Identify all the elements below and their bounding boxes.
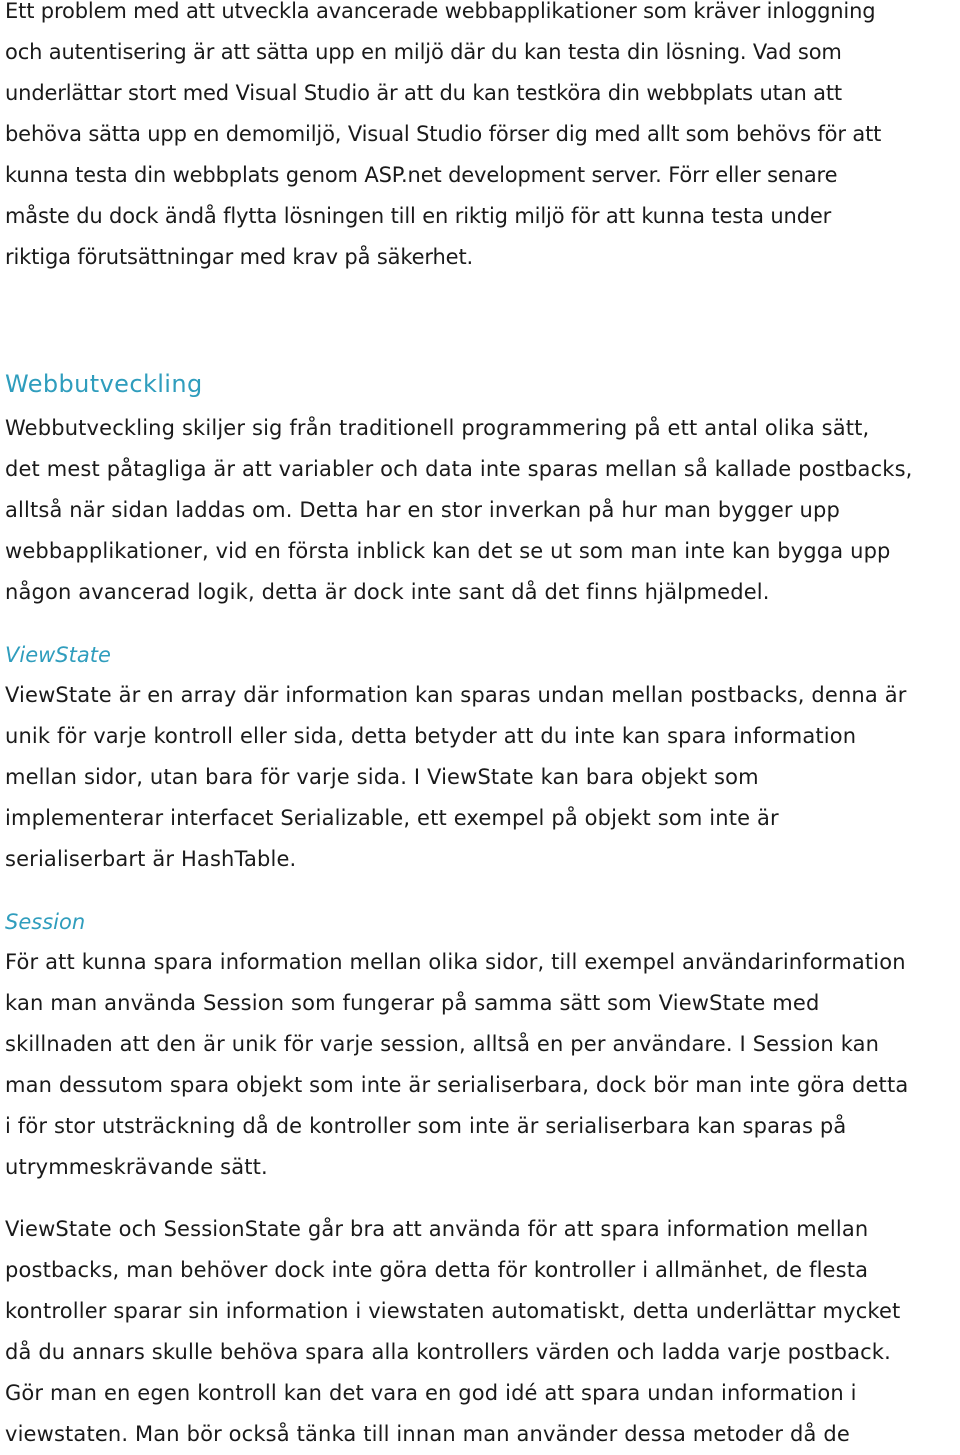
- heading-session: Session: [5, 910, 86, 934]
- paragraph-session: För att kunna spara information mellan olika sidor, till exempel användarinformation kan man använda Session som fungerar på samma sätt som ViewState med skillnaden att den är unik för varje session, alltså en per användare. I Session kan man dessutom spara objekt som inte är serialiserbara, dock bör man inte göra detta i för stor utsträckning då de kontroller som inte är serialiserbara kan sparas på utrymmeskrävande sätt.: [5, 950, 909, 1179]
- intro-paragraph: Ett problem med att utveckla avancerade webbapplikationer som kräver inloggning och autentisering är att sätta upp en miljö där du kan testa din lösning. Vad som underlättar stort med Visual Studio är att du kan testköra din webbplats utan att behöva sätta upp en demomiljö, Visual Studio förser dig med allt som behövs för att kunna testa din webbplats genom ASP.net development server. Förr eller senare måste du dock ändå flytta lösningen till en riktig miljö för att kunna testa under riktiga förutsättningar med krav på säkerhet.: [5, 0, 882, 269]
- paragraph-webbutveckling: Webbutveckling skiljer sig från traditionell programmering på ett antal olika sätt, det mest påtagliga är att variabler och data inte sparas mellan så kallade postbacks, alltså när sidan laddas om. Detta har en stor inverkan på hur man bygger upp webbapplikationer, vid en första inblick kan det se ut som man inte kan bygga upp någon avancerad logik, detta är dock inte sant då det finns hjälpmedel.: [5, 416, 913, 604]
- paragraph-viewstate: ViewState är en array där information kan sparas undan mellan postbacks, denna är unik för varje kontroll eller sida, detta betyder att du inte kan spara information mellan sidor, utan bara för varje sida. I ViewState kan bara objekt som implementerar interfacet Serializable, ett exempel på objekt som inte är serialiserbart är HashTable.: [5, 683, 907, 871]
- paragraph-viewstate-sessionstate: ViewState och SessionState går bra att använda för att spara information mellan postbacks, man behöver dock inte göra detta för kontroller i allmänhet, de flesta kontroller sparar sin information i viewstaten automatiskt, detta underlättar mycket då du annars skulle behöva spara alla kontrollers värden och ladda varje postback. Gör man en egen kontroll kan det vara en god idé att spara undan information i viewstaten. Man bör också tänka till innan man använder dessa metoder då de: [5, 1217, 901, 1446]
- heading-webbutveckling: Webbutveckling: [5, 370, 203, 398]
- heading-viewstate: ViewState: [5, 643, 111, 667]
